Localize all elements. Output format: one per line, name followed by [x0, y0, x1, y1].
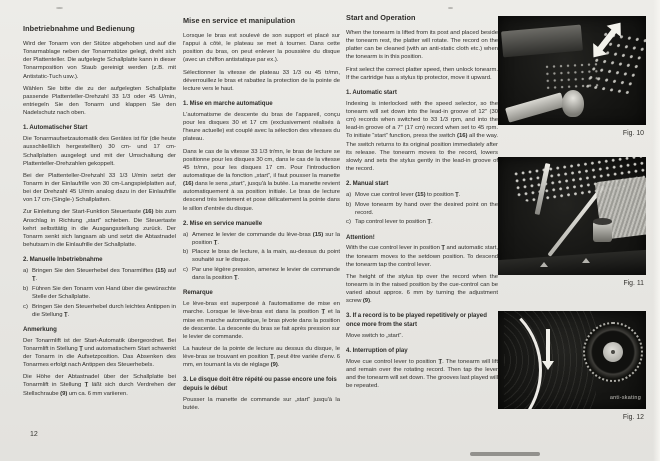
paragraph: Zur Einleitung der Start-Funktion Steuertaste (16) bis zum Anschlag in Richtung „start“ schieben. Die Steuertaste kehrt selbsttätig in die Ausgangsstellung zurück. Der Tonarm senkt sich langsam ab und setzt die Abtastnadel behutsam in die Einlaufrille der Schallplatte. [23, 209, 176, 248]
paragraph: Wird der Tonarm von der Stütze abgehoben und auf die Tonarmablage neben der Tonarmstütze gelegt, dreht sich der Plattenteller. Die aufgelegte Schallplatte kann in dieser Tonarmposition von Staub gereinigt werden (z.B. mit Antistatic-Tuch usw.). [23, 41, 176, 80]
paragraph: The height of the stylus tip over the record when the tonearm is in the raised position by the cue-control can be varied about approx. 6 mm by turning the adjustment screw (9). [346, 273, 498, 305]
scan-artifact [448, 7, 453, 9]
column-german [23, 24, 176, 402]
list-item-text: Tap control lever to position Ṯ. [355, 219, 433, 226]
paragraph: L'automatisme de descente du bras de l'appareil, conçu pour les disques 30 et 17 cm (exclusivement réalisés à l'heure actuelle) est couplé avec la sélection des vitesses du plateau. [183, 111, 340, 143]
section-heading: 3. If a record is to be played repetitively or played once more from the start [346, 312, 487, 328]
list-item [23, 267, 176, 283]
paragraph: Die Höhe der Abtastnadel über der Schallplatte bei Tonarmlift in Stellung Ṯ läßt sich durch Verdrehen der Stellschraube (9) um ca. 6 mm variieren. [23, 374, 176, 397]
paragraph: Move cue control lever to position Ṯ. The tonearm will lift and remain over the rotating record. Then tap the lever and the tonearm will set down. The grooves last played will be repeated. [346, 358, 499, 390]
paragraph: Dans le cas de la vitesse 33 1/3 tr/mn, le bras de lecture se positionne pour les disques 30 cm, dans le cas de la vitesse 45 tr/mn, pour les disques 17 cm. Pour l'introduction automatique de la fonction „start“, il faut pousser la manette (16) dans le sens „start“, jusqu'à la butée. La manette revient automatiquement à sa position initiale. Le bras de lecture descend très lentement et pose délicatement la pointe dans le sillon d'entrée du disque. [183, 148, 340, 212]
column-french [183, 16, 340, 416]
down-arrow-icon [546, 329, 550, 361]
list-item [346, 201, 498, 217]
scan-artifact [56, 7, 63, 9]
paragraph: La hauteur de la pointe de lecture au dessus du disque, le lève-bras se trouvant en position Ṯ, peut être variée d'env. 6 mm, en tournant la vis de réglage (9). [183, 346, 340, 369]
figure-11 [498, 157, 646, 287]
section-heading: 2. Mise en service manuelle [183, 219, 263, 227]
list-item-text: Bringen Sie den Steuerhebel durch leichtes Antippen in die Stellung Ṯ. [32, 303, 176, 318]
fig11-photo [498, 157, 646, 275]
list-item-text: Move cue control lever (15) to position Ṯ. [355, 191, 461, 198]
list-item-text: Placez le bras de lecture, à la main, au-dessus du point souhaité sur le disque. [192, 249, 340, 264]
list-item-marker: a) [183, 231, 189, 238]
dial-knob [603, 342, 623, 362]
section-heading: 2. Manuelle Inbetriebnahme [23, 256, 103, 264]
section-heading: Remarque [183, 289, 213, 297]
list-item-text: Führen Sie den Tonarm von Hand über die gewünschte Stelle der Schallplatte. [32, 285, 176, 300]
section-heading: 1. Mise en marche automatique [183, 100, 273, 108]
list-item-marker: b) [346, 201, 352, 208]
paragraph: Pousser la manette de commande sur „start“ jusqu'à la butée. [183, 396, 340, 411]
list-item-text: Bringen Sie den Steuerhebel des Tonarmliftes (15) auf Ṯ. [32, 267, 176, 283]
paragraph: Wählen Sie bitte die zu der aufgelegten Schallplatte passende Plattenteller-Drehzahl 33 1/3 oder 45 U/min, entriegeln Sie den Tonarm und klappen Sie den Nadelschutz nach oben. [23, 85, 176, 117]
list-item [23, 285, 176, 301]
paragraph: Lorsque le bras est soulevé de son support et placé sur l'appui à côté, le plateau se met à tourner. Dans cette position du bras, on peut enlever la poussière du disque (avec un chiffon antistatique par ex.). [183, 33, 340, 64]
paragraph: Move switch to „start“. [346, 332, 404, 339]
section-heading: 4. Interruption of play [346, 346, 408, 354]
paragraph: Der Tonarmlift ist der Start-Automatik übergeordnet. Bei Tonarmlift in Stellung Ṯ und automatischem Start schwenkt der Tonarm in die Aufsetzposition. Das Absenken des Tonarmes erfolgt nach Antippen des Steuerhebels. [23, 337, 177, 369]
deck-plinth-shape [498, 250, 646, 275]
list-item [183, 266, 340, 282]
column-title: Mise en service et manipulation [183, 16, 296, 25]
paragraph: With the cue control lever in position Ṯ and automatic start, the tonearm moves to the setdown position. To descend the tonearm tap the control lever. [346, 245, 498, 268]
figure-caption: Fig. 11 [623, 280, 644, 287]
tonearm-rest-shape [505, 92, 565, 122]
page-number: 12 [30, 431, 38, 438]
column-title: Start and Operation [346, 13, 416, 22]
adapter-cylinder-shape [593, 221, 612, 242]
list-item-text: Par une légère pression, amenez le levier de commande dans la position Ṯ. [192, 267, 340, 282]
list-item [346, 191, 498, 199]
paragraph: Sélectionner la vitesse de plateau 33 1/3 ou 45 tr/mn, déverrouillez le bras et rabattez la protection de la pointe de lecture vers le haut. [183, 69, 340, 92]
fig12-photo [498, 311, 646, 409]
list-item-marker: c) [23, 303, 28, 310]
list-item [346, 218, 498, 226]
fig10-photo [498, 16, 646, 125]
anti-skating-label: anti-skating [609, 395, 641, 401]
list-item-marker: b) [183, 249, 189, 256]
paragraph: First select the correct platter speed, then unlock tonearm. If the cartridge has a stylus tip protector, move it upward. [346, 66, 498, 81]
page-edge-highlight [653, 0, 660, 461]
figure-12 [498, 311, 646, 421]
column-english [346, 13, 498, 394]
list-item [183, 231, 340, 247]
paragraph: Die Tonarmaufsetzautomatik des Gerätes ist für (die heute ausschließlich hergestellten) 30 cm- und 17 cm-Schallplatten ausgelegt und mit der Umschaltung der Plattenteller-Drehzahlen gekoppelt. [23, 136, 176, 167]
list-item-marker: a) [23, 267, 29, 274]
section-heading: Anmerkung [23, 325, 57, 333]
section-heading: 3. Le disque doit être répété ou passe encore une fois depuis le début [183, 376, 337, 392]
figure-caption: Fig. 10 [622, 130, 644, 137]
marker-triangle-icon [582, 258, 590, 263]
paragraph: Indexing is interlocked with the speed selector, so the tonearm will set down into the lead-in groove of 12″ (30 cm) records when switched to 33 1/3 rpm, and into the lead-in groove of a 7″ (17 cm) record when set to 45 rpm. To initiate “start” function, press the switch (16) all the way. The switch returns to its original position immediately after its release. The tonearm moves to the record, lowers slowly and sets the stylus gently in the lead-in groove of the record. [346, 100, 498, 172]
list-item-marker: b) [23, 285, 29, 292]
anti-skating-dial [583, 322, 643, 382]
section-heading: 1. Automatic start [346, 88, 397, 96]
paragraph: When the tonearm is lifted from its post and placed beside the tonearm rest, the platter will rotate. The record on the platter can be cleaned (with an anti-static cloth etc.) when the tonearm is in this position. [346, 30, 498, 61]
column-title: Inbetriebnahme und Bedienung [23, 24, 135, 33]
section-heading: 2. Manual start [346, 180, 389, 188]
list-item-text: Move tonearm by hand over the desired point on the record. [355, 201, 498, 216]
list-item-marker: a) [346, 191, 352, 198]
marker-triangle-icon [540, 262, 548, 267]
section-heading: Attention! [346, 233, 375, 241]
figure-caption: Fig. 12 [622, 414, 644, 421]
section-heading: 1. Automatischer Start [23, 124, 88, 132]
list-item-marker: c) [346, 219, 351, 226]
paragraph: Le lève-bras est superposé à l'automatisme de mise en marche. Lorsque le lève-bras est dans la position Ṯ et la mise en marche automatique, le bras pivote dans la position de descente. La descente du bras se fait après pression sur le levier de commande. [183, 301, 340, 340]
paragraph: Bei der Plattenteller-Drehzahl 33 1/3 U/min setzt der Tonarm in der Einlaufrille von 30 cm-Langspielplatten auf, bei der Drehzahl 45 U/min analog dazu in der Einlaufrille von 17 cm-(Single-) Schallplatten. [23, 172, 176, 204]
figure-10 [498, 16, 646, 137]
knob-shape [562, 90, 584, 117]
chassis-edge-shape [501, 25, 583, 58]
list-item-text: Amenez le levier de commande du lève-bras (15) sur la position Ṯ. [192, 231, 340, 246]
list-item [23, 303, 176, 319]
list-item [183, 248, 340, 264]
list-item-marker: c) [183, 267, 188, 274]
scan-artifact [470, 452, 540, 456]
